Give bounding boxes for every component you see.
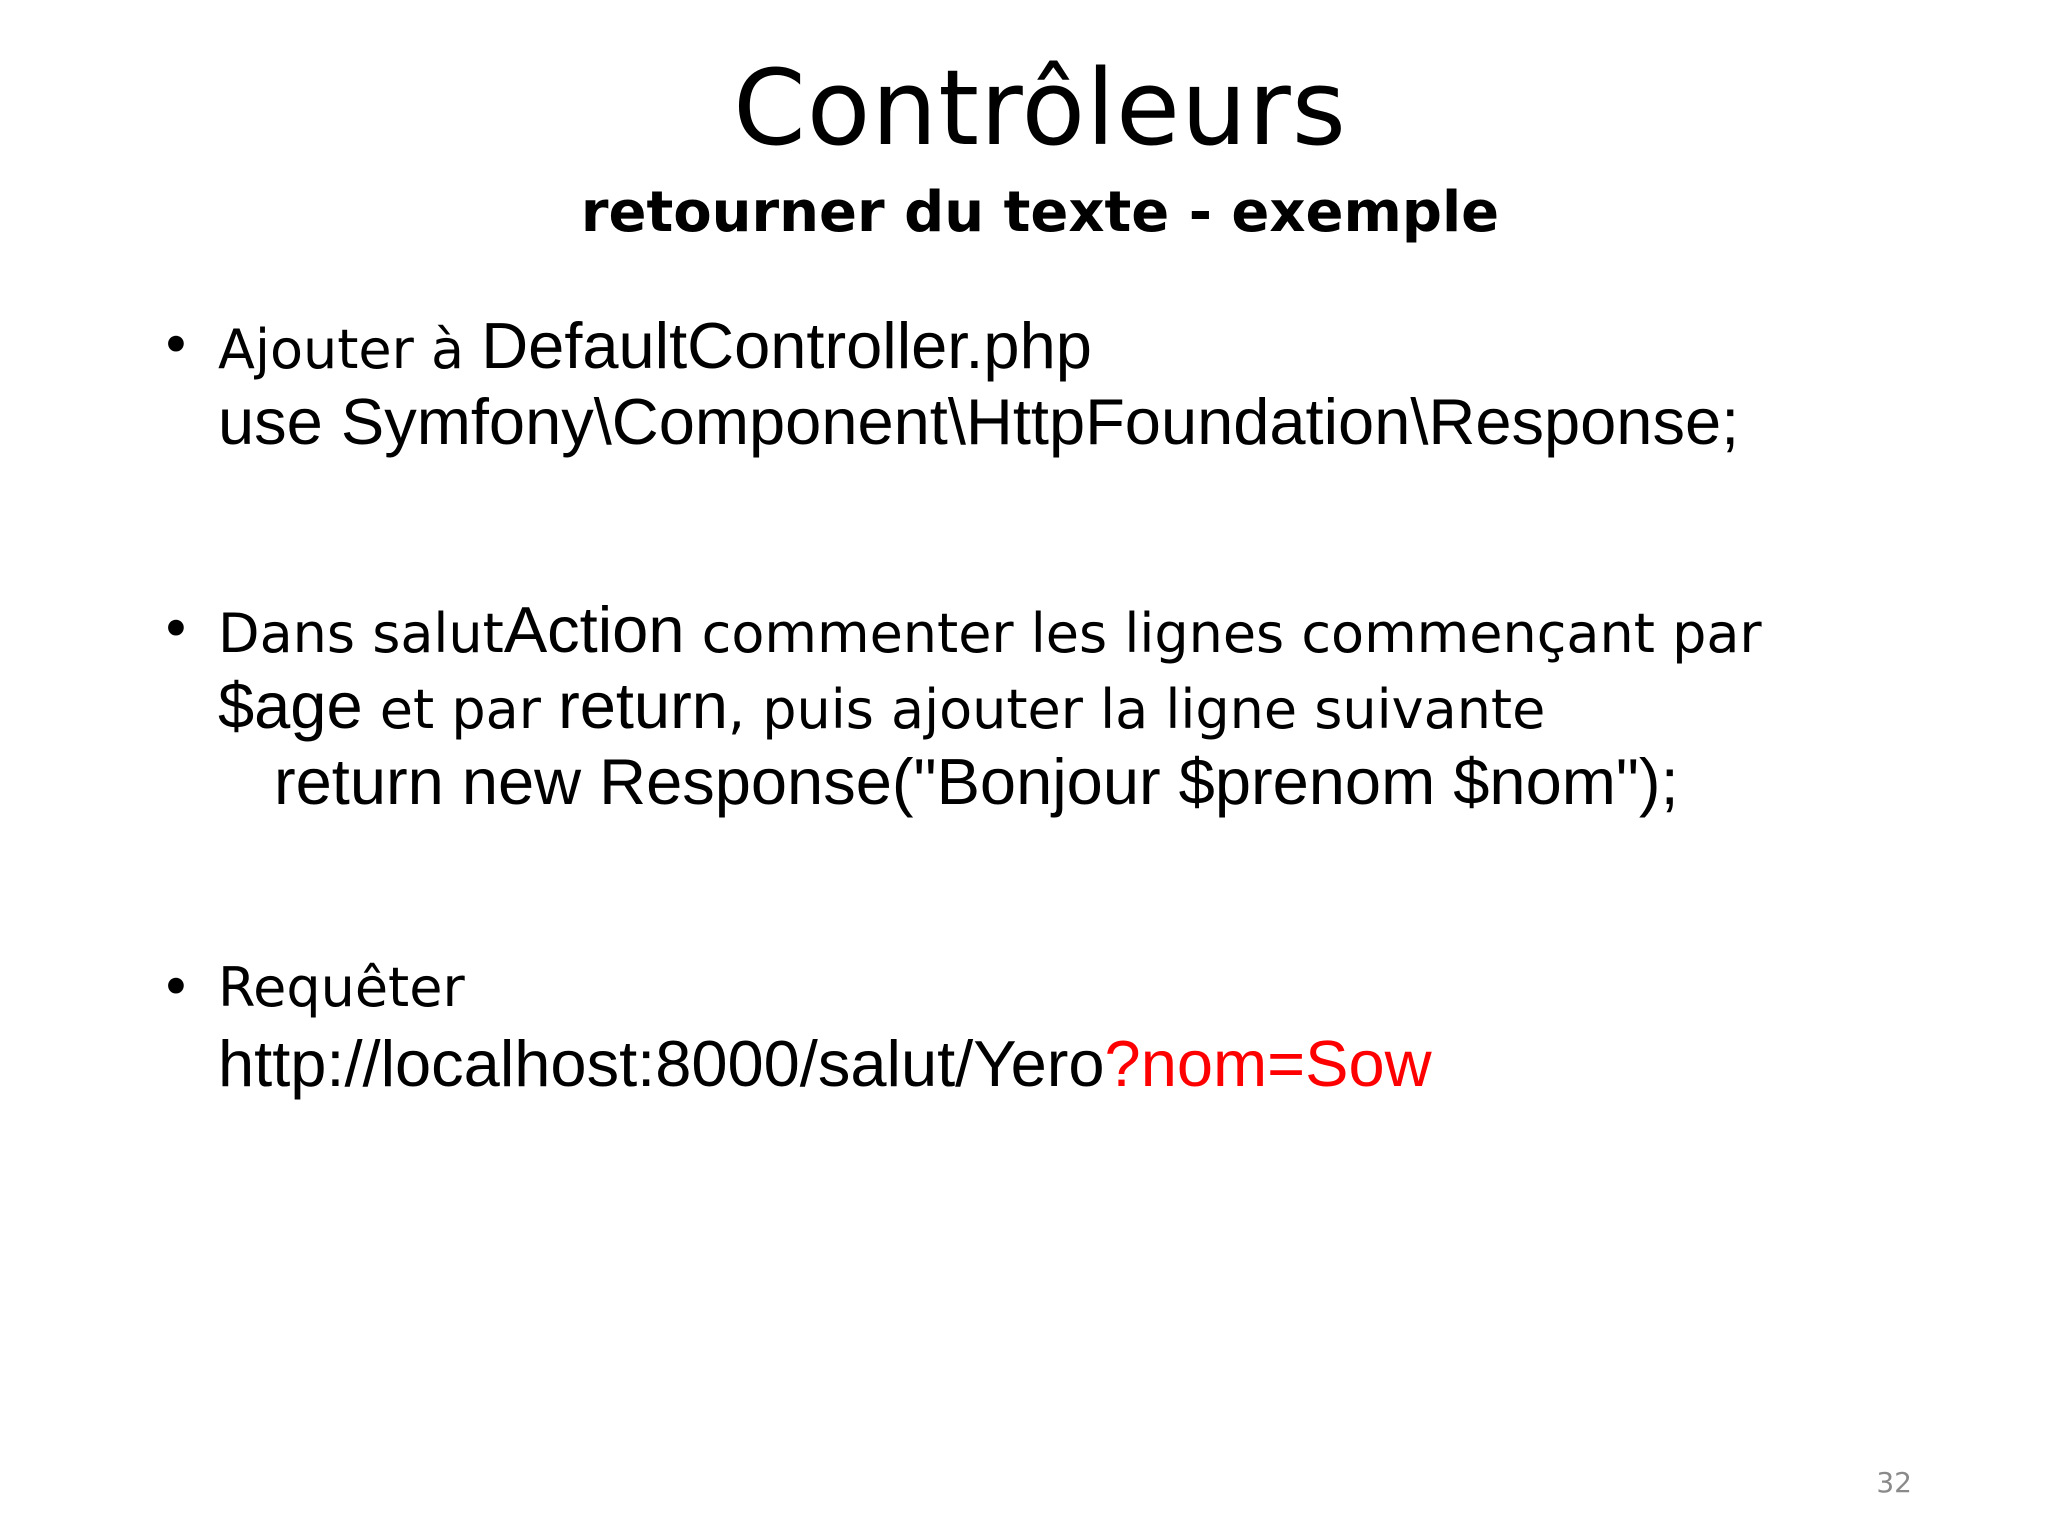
slide-title: Contrôleurs [733,47,1347,169]
request-url [218,1026,1432,1119]
url-base: http://localhost:8000/salut/Yero [218,1027,1105,1100]
url-query: ?nom=Sow [1104,1027,1432,1100]
code-line-use-statement [218,384,1739,477]
bullet-text: et par [362,678,559,741]
bullet-text: Ajouter à [218,318,482,381]
bullet-text: Requêter [218,956,465,1019]
bullet-dot: • [160,314,192,377]
bullet-text: commenter les lignes commençant par [684,602,1762,665]
code-word: return [558,669,728,742]
page-number: 32 [1876,1466,1912,1499]
code-text: return new Response("Bonjour $prenom $nom"); [274,745,1679,818]
code-text: use Symfony\Component\HttpFoundation\Response; [218,385,1740,458]
file-name: DefaultController.php [481,309,1092,382]
bullet-text: Dans salut [218,602,504,665]
code-word: Action [503,593,685,666]
bullet-text: , puis ajouter la ligne suivante [727,678,1546,741]
code-line-return-response [274,744,1679,837]
bullet-dot: • [160,598,192,661]
bullet-dot: • [160,956,192,1019]
code-word: $age [218,669,363,742]
slide-subtitle: retourner du texte - exemple [580,180,1500,245]
